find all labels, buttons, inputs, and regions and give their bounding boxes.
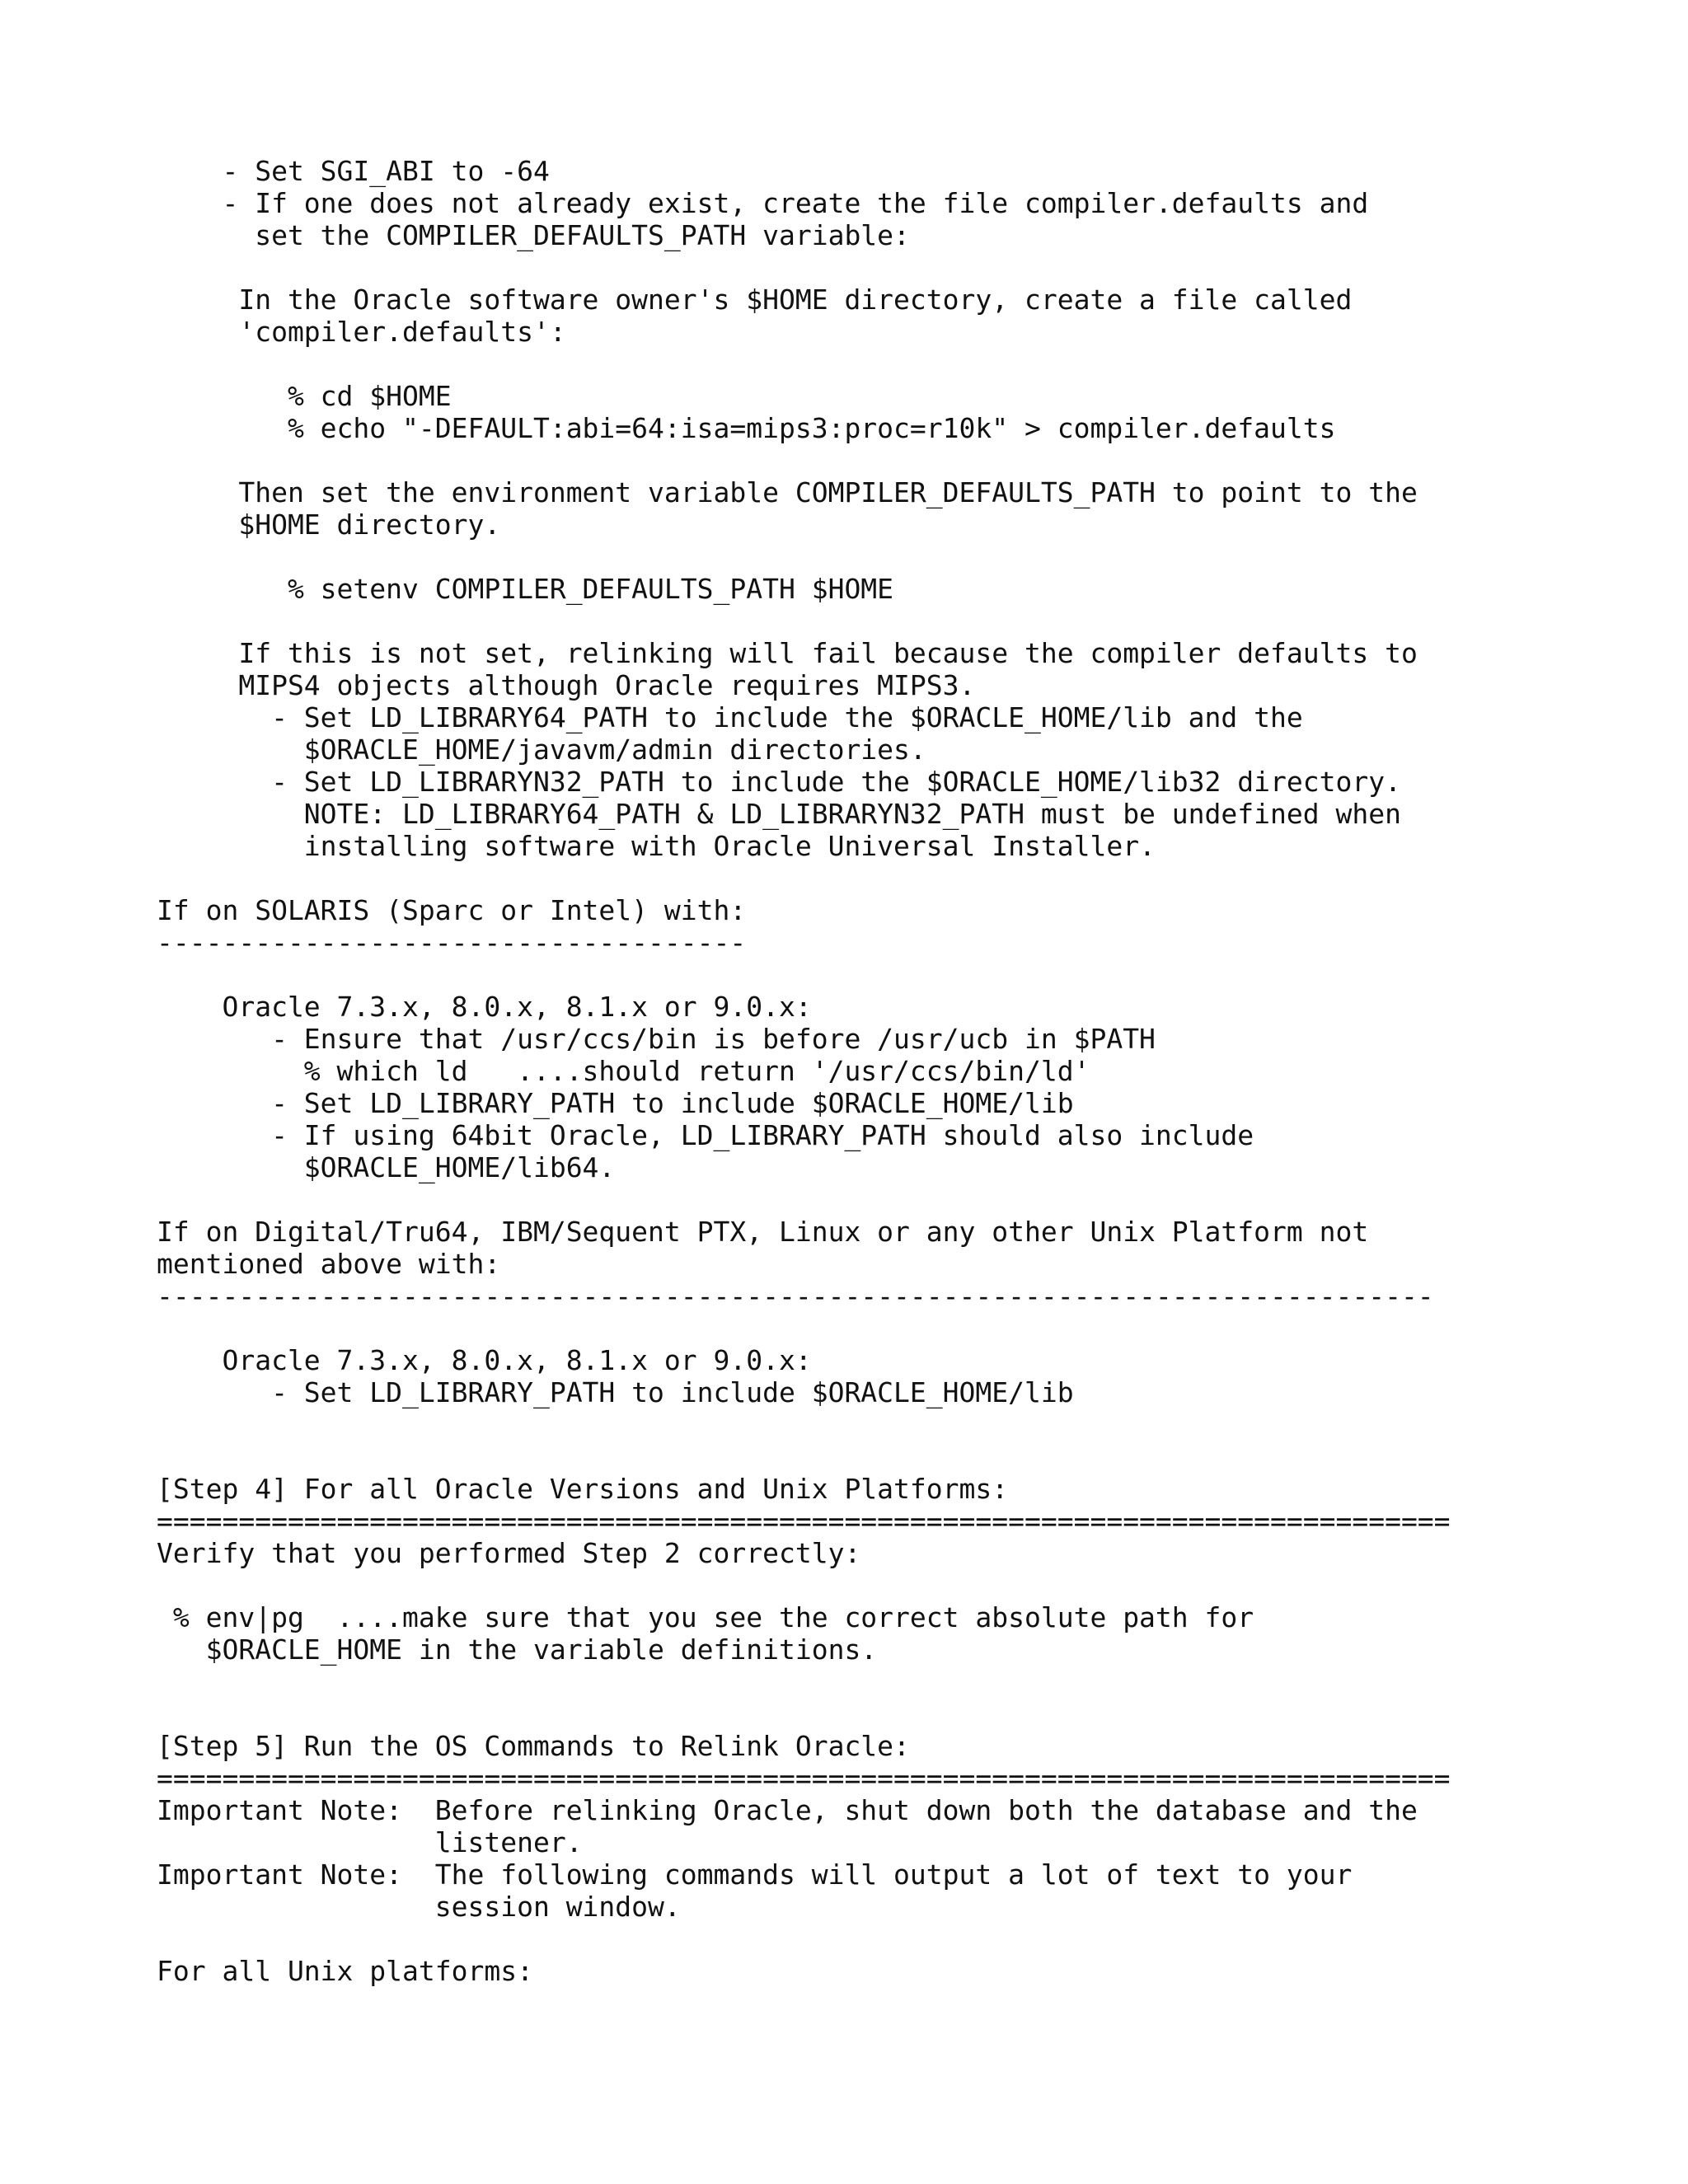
document-line: - If using 64bit Oracle, LD_LIBRARY_PATH should also include xyxy=(157,1119,1254,1151)
document-line xyxy=(157,605,1451,637)
document-line xyxy=(157,862,1451,894)
document-line xyxy=(157,1666,1451,1698)
document-line: If on Digital/Tru64, IBM/Sequent PTX, Linux or any other Unix Platform not xyxy=(157,1216,1369,1248)
document-line: session window. xyxy=(157,1891,681,1923)
document-line: set the COMPILER_DEFAULTS_PATH variable: xyxy=(157,219,910,251)
document-line xyxy=(157,1569,1451,1601)
document-line: If this is not set, relinking will fail because the compiler defaults to xyxy=(157,637,1418,669)
document-line xyxy=(157,1698,1451,1730)
document-line: Important Note: Before relinking Oracle, shut down both the database and the xyxy=(157,1794,1418,1826)
document-line: installing software with Oracle Universal Installer. xyxy=(157,830,1156,862)
document-line: % echo "-DEFAULT:abi=64:isa=mips3:proc=r10k" > compiler.defaults xyxy=(157,412,1336,444)
document-line xyxy=(157,251,1451,284)
document-line: ------------------------------------ xyxy=(157,926,747,958)
document-line: listener. xyxy=(157,1826,583,1858)
document-line: In the Oracle software owner's $HOME directory, create a file called xyxy=(157,284,1353,316)
document-line: NOTE: LD_LIBRARY64_PATH & LD_LIBRARYN32_PATH must be undefined when xyxy=(157,798,1401,830)
document-line xyxy=(157,1312,1451,1344)
document-line xyxy=(157,958,1451,991)
document-line xyxy=(157,541,1451,573)
document-line: For all Unix platforms: xyxy=(157,1955,533,1987)
document-line: Oracle 7.3.x, 8.0.x, 8.1.x or 9.0.x: xyxy=(157,1344,812,1376)
document-line: Verify that you performed Step 2 correctly: xyxy=(157,1537,861,1569)
document-line: % env|pg ....make sure that you see the correct absolute path for xyxy=(157,1601,1254,1633)
document-line: - Set LD_LIBRARY_PATH to include $ORACLE_HOME/lib xyxy=(157,1376,1074,1408)
document-line: Oracle 7.3.x, 8.0.x, 8.1.x or 9.0.x: xyxy=(157,991,812,1023)
document-line: ------------------------------------------------------------------------------ xyxy=(157,1280,1434,1312)
document-line: - If one does not already exist, create the file compiler.defaults and xyxy=(157,187,1369,219)
document-line: Important Note: The following commands will output a lot of text to your xyxy=(157,1858,1353,1891)
document-line: - Set LD_LIBRARY64_PATH to include the $ORACLE_HOME/lib and the xyxy=(157,701,1303,733)
document-line: Then set the environment variable COMPILER_DEFAULTS_PATH to point to the xyxy=(157,476,1418,509)
document-line: - Set SGI_ABI to -64 xyxy=(157,155,550,187)
document-line: % cd $HOME xyxy=(157,380,452,412)
document-line: $ORACLE_HOME/javavm/admin directories. xyxy=(157,733,926,766)
document-line: $HOME directory. xyxy=(157,509,501,541)
document-line: =============================================================================== xyxy=(157,1505,1451,1537)
document-line: =============================================================================== xyxy=(157,1762,1451,1794)
document-line: MIPS4 objects although Oracle requires MIPS3. xyxy=(157,669,976,701)
document-line: - Ensure that /usr/ccs/bin is before /usr/ucb in $PATH xyxy=(157,1023,1156,1055)
document-line xyxy=(157,1441,1451,1473)
document-line: [Step 5] Run the OS Commands to Relink Oracle: xyxy=(157,1730,910,1762)
document-line: 'compiler.defaults': xyxy=(157,316,566,348)
document-line: mentioned above with: xyxy=(157,1248,501,1280)
document-line xyxy=(157,1408,1451,1441)
document-line xyxy=(157,444,1451,476)
document-line xyxy=(157,1923,1451,1955)
document-line: - Set LD_LIBRARYN32_PATH to include the $ORACLE_HOME/lib32 directory. xyxy=(157,766,1401,798)
document-text xyxy=(157,155,1451,1987)
document-line: % setenv COMPILER_DEFAULTS_PATH $HOME xyxy=(157,573,894,605)
document-line: [Step 4] For all Oracle Versions and Unix Platforms: xyxy=(157,1473,1009,1505)
document-line: $ORACLE_HOME/lib64. xyxy=(157,1151,616,1183)
document-line xyxy=(157,348,1451,380)
document-line: - Set LD_LIBRARY_PATH to include $ORACLE_HOME/lib xyxy=(157,1087,1074,1119)
document-line: $ORACLE_HOME in the variable definitions. xyxy=(157,1633,878,1666)
document-line: If on SOLARIS (Sparc or Intel) with: xyxy=(157,894,747,926)
document-line xyxy=(157,1183,1451,1216)
document-line: % which ld ....should return '/usr/ccs/bin/ld' xyxy=(157,1055,1090,1087)
